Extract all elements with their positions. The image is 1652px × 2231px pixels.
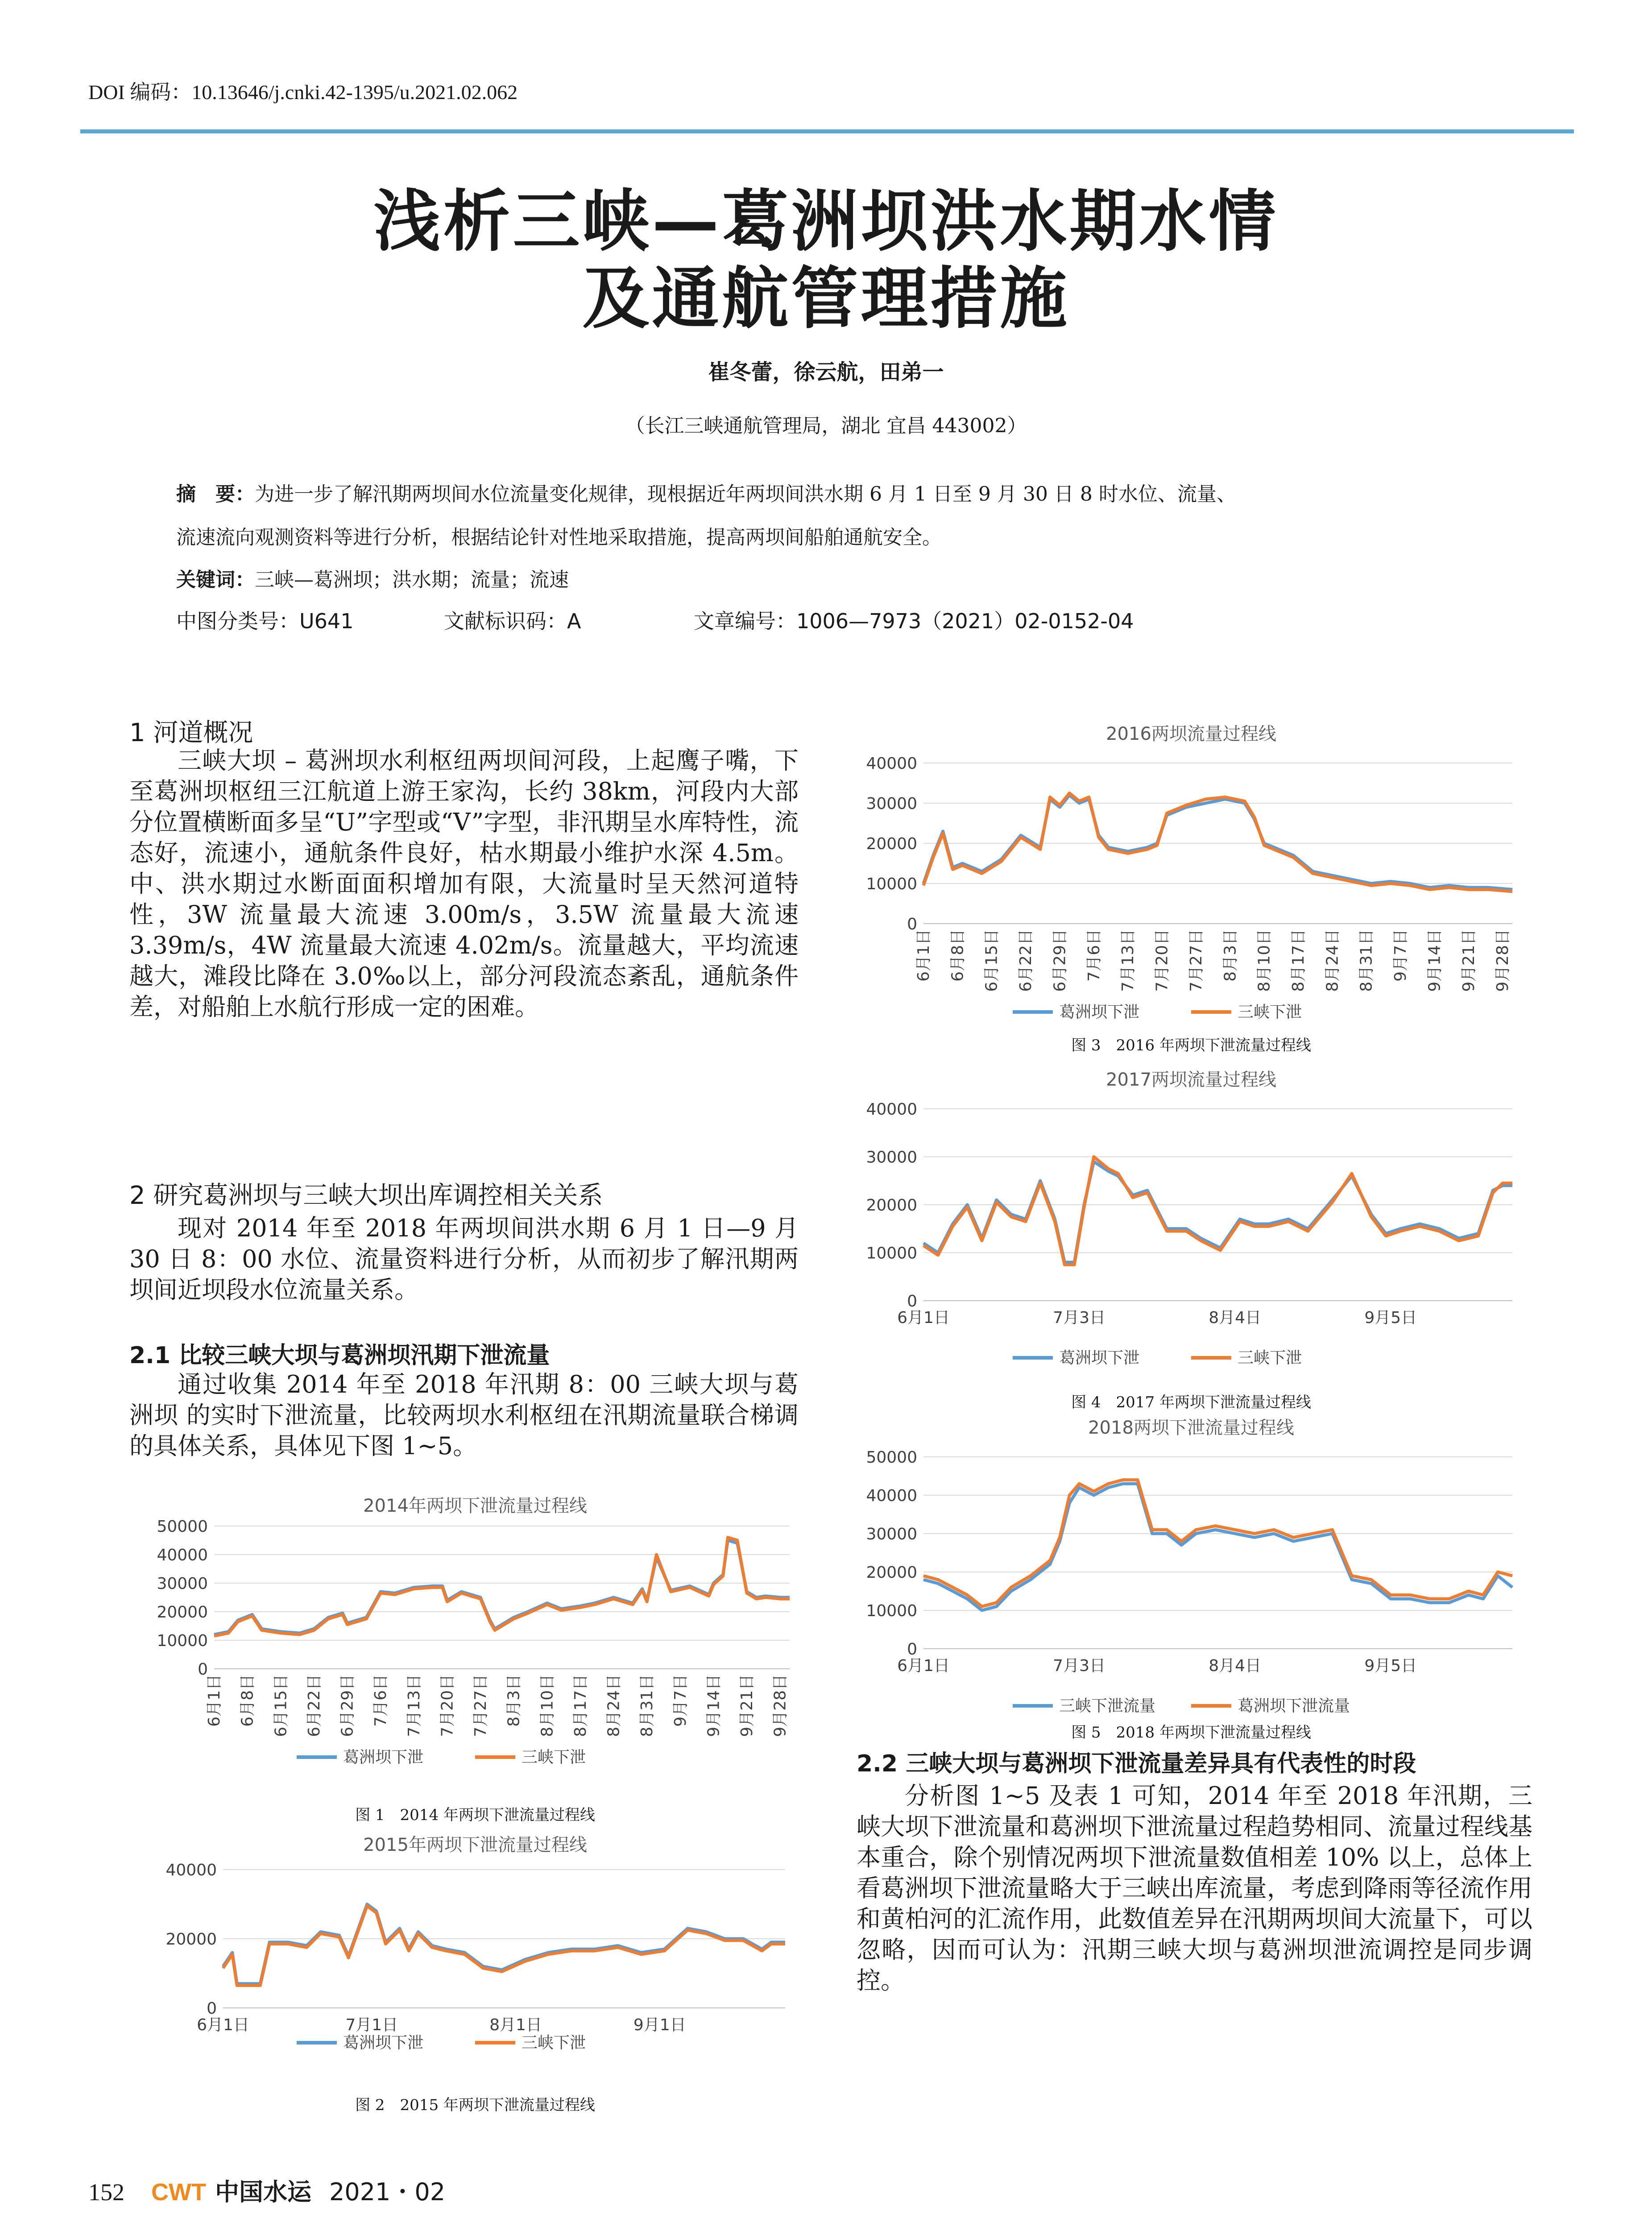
journal-issue: 2021・02	[329, 2178, 446, 2206]
keywords	[176, 567, 569, 593]
c2015-svg	[152, 1829, 799, 2061]
legend-label: 三峡下泄	[1238, 1349, 1302, 1367]
y-tick-label: 30000	[866, 1525, 917, 1543]
legend-label: 三峡下泄	[1238, 1003, 1302, 1021]
x-tick-label: 8月24日	[604, 1674, 623, 1737]
y-tick-label: 10000	[866, 875, 917, 893]
c2017-svg	[857, 1064, 1526, 1377]
x-tick-label: 9月14日	[704, 1674, 723, 1737]
x-tick-label: 6月8日	[238, 1674, 257, 1727]
x-tick-label: 7月27日	[1187, 929, 1205, 992]
x-tick-label: 9月5日	[1364, 1309, 1417, 1327]
clc-number: 中图分类号：U641	[176, 609, 354, 633]
y-tick-label: 10000	[866, 1602, 917, 1620]
series-line-1	[923, 1484, 1512, 1610]
page-number: 152	[88, 2179, 124, 2206]
x-tick-label: 7月6日	[372, 1674, 390, 1727]
x-tick-label: 8月10日	[1255, 929, 1274, 992]
figure-1-caption: 图 1 2014 年两坝下泄流量过程线	[355, 1806, 595, 1824]
chart-title: 2018两坝下泄流量过程线	[1088, 1418, 1294, 1438]
x-tick-label: 6月1日	[897, 1657, 950, 1675]
x-tick-label: 7月1日	[345, 2016, 398, 2034]
x-tick-label: 9月21日	[738, 1674, 757, 1737]
y-tick-label: 40000	[157, 1546, 208, 1564]
figure-3-caption: 图 3 2016 年两坝下泄流量过程线	[1071, 1037, 1311, 1054]
x-tick-label: 9月7日	[1391, 929, 1410, 982]
chart-2016	[857, 718, 1526, 1031]
abstract-line-1: 为进一步了解汛期两坝间水位流量变化规律，现根据近年两坝间洪水期 6 月 1 日至 9 月 30 日 8 时水位、流量、	[255, 483, 1236, 506]
title-line-2: 及通航管理措施	[582, 260, 1070, 338]
x-tick-label: 6月29日	[1051, 929, 1069, 992]
y-tick-label: 0	[907, 1640, 917, 1659]
x-tick-label: 8月4日	[1209, 1657, 1262, 1675]
section-1-text: 三峡大坝 – 葛洲坝水利枢纽两坝间河段，上起鹰子嘴，下至葛洲坝枢纽三江航道上游王家沟，长约 38km，河段内大部分位置横断面多呈“U”字型或“V”字型，非汛期呈水库特性，流态好，流速小，通航条件良好，枯水期最小维护水深 4.5m。中、洪水期过水断面面积增加有限，大流量时呈天然河道特性，3W 流量最大流速 3.00m/s，3.5W 流量最大流速 3.39m/s，4W 流量最大流速 4.02m/s。流量越大，平均流速越大，滩段比降在 3.0‰以上，部分河段流态紊乱，通航条件差，对船舶上水航行形成一定的困难。	[129, 746, 799, 1021]
chart-2015	[152, 1829, 799, 2061]
y-tick-label: 40000	[866, 1487, 917, 1505]
series-line-2	[223, 1906, 785, 1985]
y-tick-label: 0	[207, 1999, 217, 2018]
c2014-svg	[152, 1490, 799, 1776]
y-tick-label: 20000	[866, 1196, 917, 1215]
x-tick-label: 7月20日	[438, 1674, 457, 1737]
x-tick-label: 9月7日	[671, 1674, 690, 1727]
journal-logo-cwt: CWT	[151, 2179, 206, 2206]
y-tick-label: 30000	[866, 1148, 917, 1167]
x-tick-label: 8月24日	[1323, 929, 1342, 992]
y-tick-label: 50000	[157, 1518, 208, 1536]
x-tick-label: 6月1日	[915, 929, 933, 982]
x-tick-label: 8月10日	[538, 1674, 557, 1737]
chart-2014	[152, 1490, 799, 1776]
doi-line: DOI 编码：10.13646/j.cnki.42-1395/u.2021.02.062	[88, 81, 518, 104]
y-tick-label: 0	[198, 1660, 208, 1679]
chart-title: 2015年两坝下泄流量过程线	[363, 1835, 587, 1855]
x-tick-label: 6月29日	[338, 1674, 357, 1737]
x-tick-label: 8月17日	[571, 1674, 590, 1737]
keywords-label: 关键词：	[176, 568, 255, 591]
c2016-svg	[857, 718, 1526, 1031]
y-tick-label: 20000	[866, 1563, 917, 1582]
y-tick-label: 10000	[157, 1632, 208, 1650]
document-code: 文献标识码：A	[444, 609, 581, 633]
legend-label: 葛洲坝下泄	[1059, 1003, 1140, 1021]
figure-5-caption: 图 5 2018 年两坝下泄流量过程线	[1071, 1724, 1311, 1742]
y-tick-label: 10000	[866, 1244, 917, 1263]
y-tick-label: 40000	[166, 1861, 217, 1879]
x-tick-label: 9月14日	[1425, 929, 1444, 992]
x-tick-label: 7月13日	[1119, 929, 1138, 992]
y-tick-label: 20000	[157, 1603, 208, 1621]
legend-label: 葛洲坝下泄	[343, 1748, 424, 1767]
y-tick-label: 20000	[166, 1930, 217, 1949]
section-2-heading: 2 研究葛洲坝与三峡大坝出库调控相关关系	[129, 1181, 603, 1210]
legend-label: 三峡下泄流量	[1059, 1697, 1156, 1715]
x-tick-label: 8月4日	[1209, 1309, 1262, 1327]
legend-label: 葛洲坝下泄	[1059, 1349, 1140, 1367]
abstract	[176, 481, 1497, 508]
journal-name: 中国水运	[215, 2178, 311, 2206]
section-2-text: 现对 2014 年至 2018 年两坝间洪水期 6 月 1 日—9 月 30 日 8：00 水位、流量资料进行分析，从而初步了解汛期两坝间近坝段水位流量关系。	[129, 1214, 799, 1304]
x-tick-label: 6月1日	[897, 1309, 950, 1327]
x-tick-label: 7月6日	[1085, 929, 1103, 982]
affiliation: （长江三峡通航管理局，湖北 宜昌 443002）	[625, 415, 1027, 437]
abstract-line-2: 流速流向观测资料等进行分析，根据结论针对性地采取措施，提高两坝间船舶通航安全。	[176, 526, 942, 549]
abstract-label: 摘 要：	[176, 483, 255, 506]
x-tick-label: 9月1日	[633, 2016, 686, 2034]
figure-4-caption: 图 4 2017 年两坝下泄流量过程线	[1071, 1393, 1311, 1411]
y-tick-label: 0	[907, 915, 917, 933]
x-tick-label: 6月8日	[948, 929, 967, 982]
x-tick-label: 7月20日	[1153, 929, 1172, 992]
article-number: 文章编号：1006—7973（2021）02-0152-04	[694, 609, 1134, 633]
x-tick-label: 7月3日	[1053, 1657, 1105, 1675]
series-line-1	[923, 1161, 1512, 1262]
chart-title: 2016两坝流量过程线	[1106, 724, 1276, 744]
y-tick-label: 50000	[866, 1448, 917, 1467]
x-tick-label: 8月31日	[638, 1674, 657, 1737]
series-line-2	[923, 793, 1512, 892]
legend-label: 葛洲坝下泄流量	[1238, 1697, 1350, 1715]
header-divider	[80, 129, 1574, 133]
authors: 崔冬蕾，徐云航，田弟一	[708, 360, 944, 385]
section-2-2-heading: 2.2 三峡大坝与葛洲坝下泄流量差异具有代表性的时段	[857, 1750, 1416, 1777]
section-1-heading: 1 河道概况	[129, 718, 253, 747]
chart-title: 2017两坝流量过程线	[1106, 1070, 1276, 1090]
page-footer	[88, 2173, 445, 2207]
x-tick-label: 7月27日	[472, 1674, 490, 1737]
x-tick-label: 6月15日	[982, 929, 1001, 992]
x-tick-label: 8月1日	[489, 2016, 542, 2034]
series-line-2	[923, 1480, 1512, 1607]
x-tick-label: 8月3日	[1221, 929, 1240, 982]
x-tick-label: 6月1日	[197, 2016, 249, 2034]
x-tick-label: 6月22日	[305, 1674, 323, 1737]
series-line-2	[214, 1538, 790, 1636]
x-tick-label: 6月15日	[272, 1674, 290, 1737]
x-tick-label: 9月28日	[771, 1674, 790, 1737]
figure-2-caption: 图 2 2015 年两坝下泄流量过程线	[355, 2096, 595, 2114]
x-tick-label: 8月31日	[1357, 929, 1376, 992]
x-tick-label: 9月28日	[1494, 929, 1512, 992]
y-tick-label: 20000	[866, 835, 917, 853]
section-2-1-heading: 2.1 比较三峡大坝与葛洲坝汛期下泄流量	[129, 1342, 550, 1369]
legend-label: 葛洲坝下泄	[343, 2034, 424, 2052]
x-tick-label: 8月17日	[1289, 929, 1308, 992]
section-2-2-text: 分析图 1~5 及表 1 可知，2014 年至 2018 年汛期，三峡大坝下泄流量和葛洲坝下泄流量过程趋势相同、流量过程线基本重合，除个别情况两坝下泄流量数值相差 10% 以上，总体上看葛洲坝下泄流量略大于三峡出库流量，考虑到降雨等径流作用和黄柏河的汇流作用，此数值差异在汛期两坝间大流量下，可以忽略，因而可认为：汛期三峡大坝与葛洲坝泄流调控是同步调控。	[857, 1782, 1532, 1995]
c2018-svg	[857, 1412, 1526, 1725]
x-tick-label: 7月3日	[1053, 1309, 1105, 1327]
x-tick-label: 8月3日	[505, 1674, 523, 1727]
x-tick-label: 6月22日	[1017, 929, 1035, 992]
chart-2017	[857, 1064, 1526, 1377]
series-line-2	[923, 1157, 1512, 1265]
title-line-1: 浅析三峡—葛洲坝洪水期水情	[373, 183, 1279, 261]
series-line-1	[923, 795, 1512, 890]
y-tick-label: 30000	[157, 1575, 208, 1593]
y-tick-label: 0	[907, 1292, 917, 1310]
y-tick-label: 40000	[866, 755, 917, 773]
keywords-text: 三峡—葛洲坝；洪水期；流量；流速	[255, 568, 569, 591]
y-tick-label: 30000	[866, 795, 917, 813]
x-tick-label: 9月21日	[1459, 929, 1478, 992]
classification-line	[176, 608, 1134, 634]
x-tick-label: 9月5日	[1364, 1657, 1417, 1675]
legend-label: 三峡下泄	[522, 2034, 586, 2052]
section-2-1-text: 通过收集 2014 年至 2018 年汛期 8：00 三峡大坝与葛洲坝 的实时下泄流量，比较两坝水利枢纽在汛期流量联合梯调的具体关系，具体见下图 1~5。	[129, 1370, 799, 1460]
y-tick-label: 40000	[866, 1100, 917, 1119]
chart-title: 2014年两坝下泄流量过程线	[363, 1496, 587, 1516]
legend-label: 三峡下泄	[522, 1748, 586, 1767]
x-tick-label: 7月13日	[405, 1674, 423, 1737]
chart-2018	[857, 1412, 1526, 1725]
x-tick-label: 6月1日	[205, 1674, 224, 1727]
